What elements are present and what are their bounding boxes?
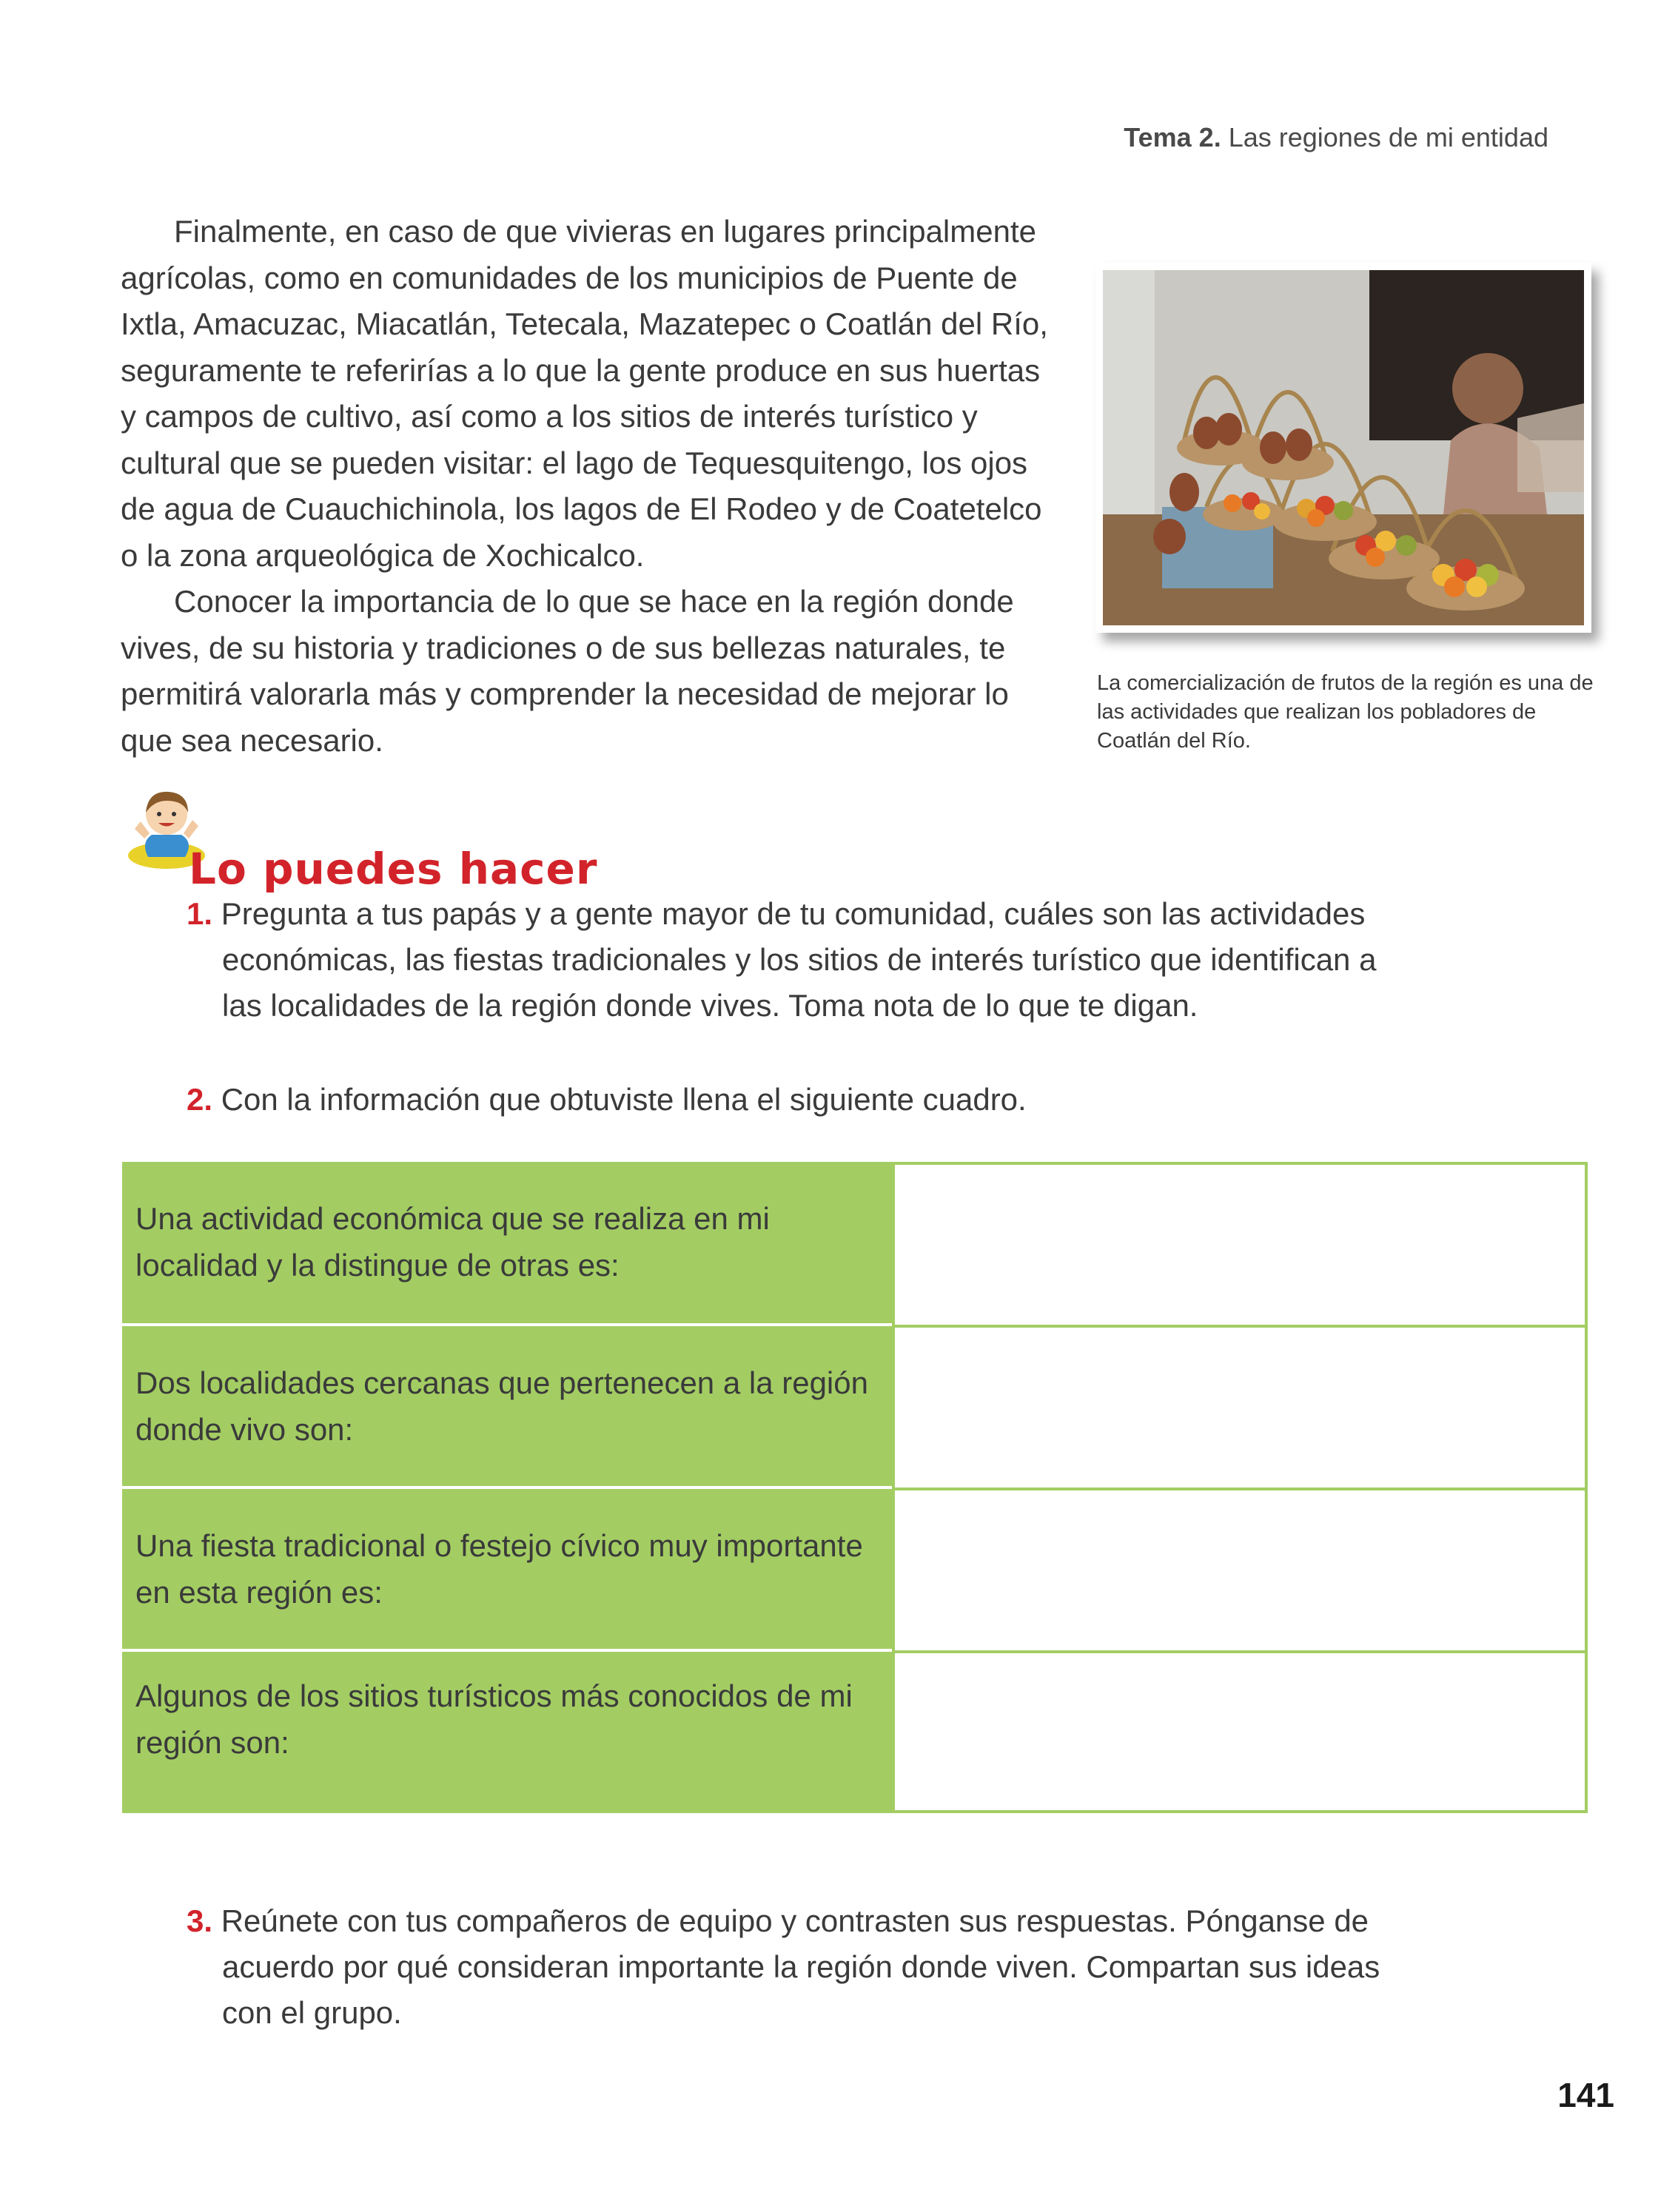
answer-cell[interactable] (892, 1650, 1588, 1813)
paragraph: Conocer la importancia de lo que se hace en la región donde vives, de su historia y tradiciones o de sus bellezas naturales, te permitirá valorarla más y comprender la necesidad de mejorar lo que sea necesario. (121, 584, 1014, 758)
table-prompt-cell: Algunos de los sitios turísticos más conocidos de mi región son: (122, 1652, 892, 1813)
item-text: Reúnete con tus compañeros de equipo y contrasten sus respuestas. Pónganse de (221, 1903, 1369, 1938)
theme-title: Las regiones de mi entidad (1221, 122, 1548, 152)
instruction-item (187, 891, 1376, 1029)
running-header (1124, 122, 1548, 153)
paragraph: Finalmente, en caso de que vivieras en lugares principalmente agrícolas, como en comunidades de los municipios de Puente de Ixtla, Amacuzac, Miacatlán, Tetecala, Mazatepec o Coatlán del Río, seguramente te referirías a lo que la gente produce en sus huertas y campos de cultivo, así como a los sitios de interés turístico y cultural que se pueden visitar: el lago de Tequesquitengo, los ojos de agua de Cuauchichinola, los lagos de El Rodeo y de Coatetelco o la zona arqueológica de Xochicalco. (121, 214, 1048, 573)
item-number: 2. (187, 1082, 213, 1117)
table-prompt-cell: Una actividad económica que se realiza en mi localidad y la distingue de otras es: (122, 1162, 892, 1325)
body-text (121, 209, 1061, 764)
page-number: 141 (1557, 2076, 1614, 2114)
item-text: Pregunta a tus papás y a gente mayor de tu comunidad, cuáles son las actividades (221, 896, 1366, 931)
item-text: Con la información que obtuviste llena el siguiente cuadro. (221, 1082, 1027, 1117)
item-text: acuerdo por qué consideran importante la región donde viven. Compartan sus ideas (222, 1949, 1380, 1984)
item-number: 1. (187, 896, 213, 931)
fill-in-table (122, 1162, 1588, 1813)
answer-cell[interactable] (892, 1487, 1588, 1653)
item-text: las localidades de la región donde vives. Toma nota de lo que te digan. (222, 988, 1198, 1023)
table-prompt-cell: Dos localidades cercanas que pertenecen a la región donde vivo son: (122, 1326, 892, 1487)
instruction-item (187, 1077, 1027, 1123)
item-text: con el grupo. (222, 1995, 402, 2030)
item-number: 3. (187, 1903, 213, 1938)
photo-caption: La comercialización de frutos de la región es una de las actividades que realizan los pobladores de Coatlán del Río. (1097, 671, 1594, 753)
theme-label: Tema 2. (1124, 122, 1221, 152)
table-prompt-cell: Una fiesta tradicional o festejo cívico muy importante en esta región es: (122, 1489, 892, 1650)
activity-title: Lo puedes hacer (189, 844, 598, 894)
instruction-item (187, 1898, 1380, 2036)
market-photo (1095, 263, 1591, 633)
answer-cell[interactable] (892, 1162, 1588, 1328)
answer-cell[interactable] (892, 1325, 1588, 1490)
item-text: económicas, las fiestas tradicionales y los sitios de interés turístico que identifican a (222, 942, 1377, 977)
fruit-baskets-illustration (1103, 270, 1584, 625)
